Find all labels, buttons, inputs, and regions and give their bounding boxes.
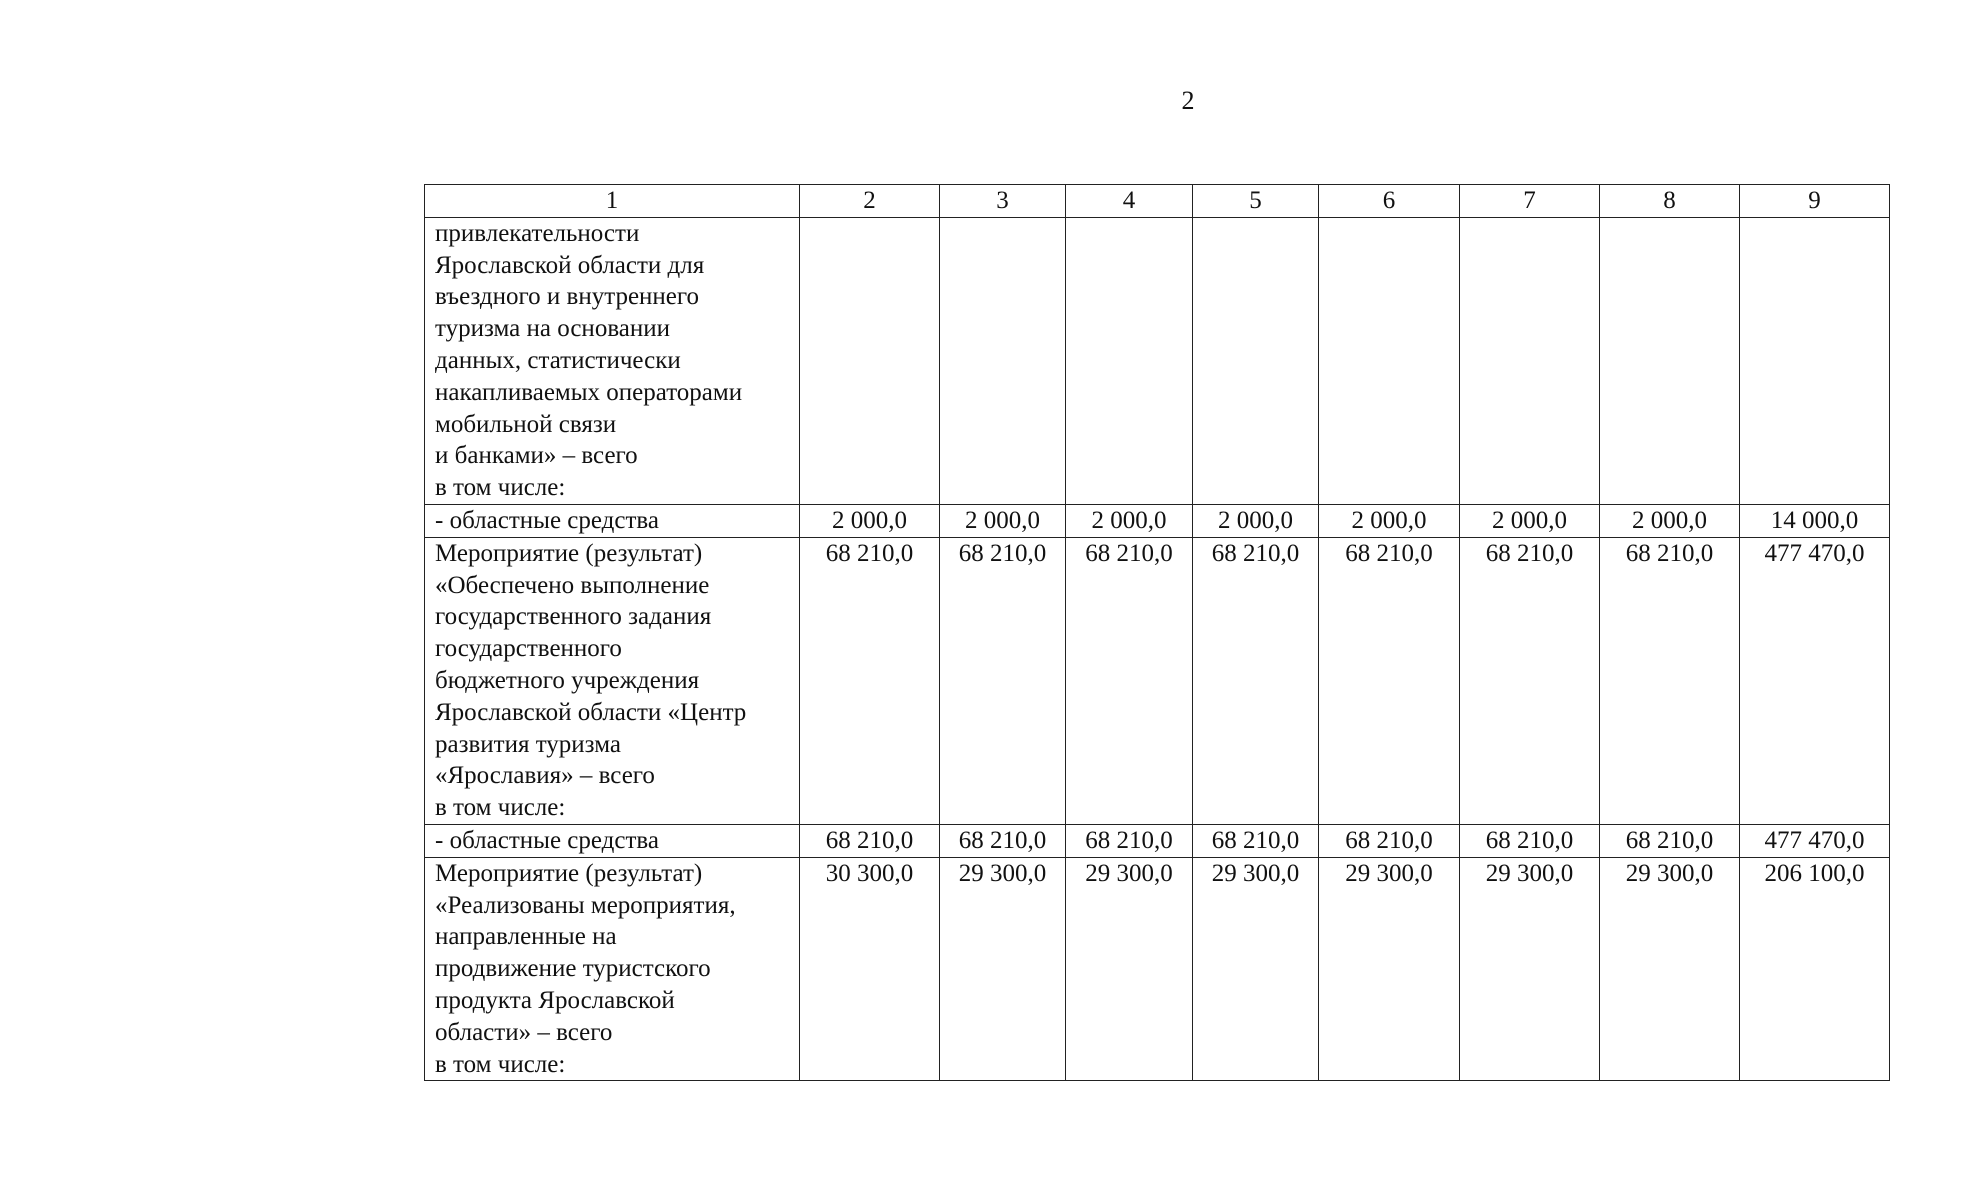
value-cell: 68 210,0 (940, 824, 1066, 857)
table-row (425, 217, 1890, 504)
value-cell (1600, 217, 1740, 504)
total-cell (1740, 217, 1890, 504)
row-name-text: - областные средства (435, 506, 659, 534)
table-row (425, 504, 1890, 537)
value-cell: 2 000,0 (940, 504, 1066, 537)
row-name-cell (425, 504, 800, 537)
value-cell (1319, 217, 1460, 504)
value-cell: 68 210,0 (1460, 537, 1600, 824)
row-name-text: привлекательности Ярославской области для въездного и внутреннего туризма на основании данных, статистически накапливаемых операторами мобильной связи и банками» – всего в том числе: (435, 219, 743, 502)
table-row (425, 824, 1890, 857)
column-header: 7 (1460, 185, 1600, 218)
value-cell: 68 210,0 (1319, 824, 1460, 857)
column-number-row (425, 185, 1890, 218)
row-name-cell (425, 824, 800, 857)
value-cell (1460, 217, 1600, 504)
value-cell: 30 300,0 (800, 857, 940, 1081)
row-name-cell (425, 217, 800, 504)
value-cell: 2 000,0 (1193, 504, 1319, 537)
table-row (425, 537, 1890, 824)
value-cell: 68 210,0 (1066, 537, 1193, 824)
value-cell: 68 210,0 (940, 537, 1066, 824)
total-cell: 477 470,0 (1740, 824, 1890, 857)
value-cell: 68 210,0 (1066, 824, 1193, 857)
value-cell: 68 210,0 (1600, 824, 1740, 857)
row-name-cell (425, 857, 800, 1081)
value-cell: 29 300,0 (1600, 857, 1740, 1081)
value-cell: 29 300,0 (1066, 857, 1193, 1081)
table-row (425, 857, 1890, 1081)
value-cell (1066, 217, 1193, 504)
total-cell: 477 470,0 (1740, 537, 1890, 824)
value-cell: 68 210,0 (1600, 537, 1740, 824)
value-cell: 2 000,0 (1319, 504, 1460, 537)
value-cell: 29 300,0 (940, 857, 1066, 1081)
page-number: 2 (1181, 86, 1195, 115)
value-cell: 68 210,0 (1460, 824, 1600, 857)
value-cell (800, 217, 940, 504)
budget-table (424, 184, 1890, 1081)
value-cell: 68 210,0 (800, 537, 940, 824)
row-name-cell (425, 537, 800, 824)
column-header: 4 (1066, 185, 1193, 218)
column-header: 3 (940, 185, 1066, 218)
value-cell: 68 210,0 (1193, 537, 1319, 824)
value-cell: 68 210,0 (1319, 537, 1460, 824)
total-cell: 206 100,0 (1740, 857, 1890, 1081)
value-cell: 29 300,0 (1460, 857, 1600, 1081)
value-cell: 2 000,0 (1600, 504, 1740, 537)
value-cell: 2 000,0 (1460, 504, 1600, 537)
value-cell: 29 300,0 (1193, 857, 1319, 1081)
value-cell: 68 210,0 (1193, 824, 1319, 857)
column-header: 2 (800, 185, 940, 218)
row-name-text: - областные средства (435, 826, 659, 854)
column-header: 6 (1319, 185, 1460, 218)
row-name-text: Мероприятие (результат) «Реализованы мероприятия, направленные на продвижение туристского продукта Ярославской области» – всего в том числе: (435, 859, 736, 1078)
column-header: 9 (1740, 185, 1890, 218)
value-cell: 68 210,0 (800, 824, 940, 857)
value-cell (940, 217, 1066, 504)
value-cell: 2 000,0 (1066, 504, 1193, 537)
value-cell: 29 300,0 (1319, 857, 1460, 1081)
column-header: 8 (1600, 185, 1740, 218)
value-cell: 2 000,0 (800, 504, 940, 537)
value-cell (1193, 217, 1319, 504)
column-header: 1 (425, 185, 800, 218)
row-name-text: Мероприятие (результат) «Обеспечено выполнение государственного задания государственного бюджетного учреждения Ярославской области «Центр развития туризма «Ярославия» – всего в том числе: (435, 539, 747, 822)
column-header: 5 (1193, 185, 1319, 218)
total-cell: 14 000,0 (1740, 504, 1890, 537)
